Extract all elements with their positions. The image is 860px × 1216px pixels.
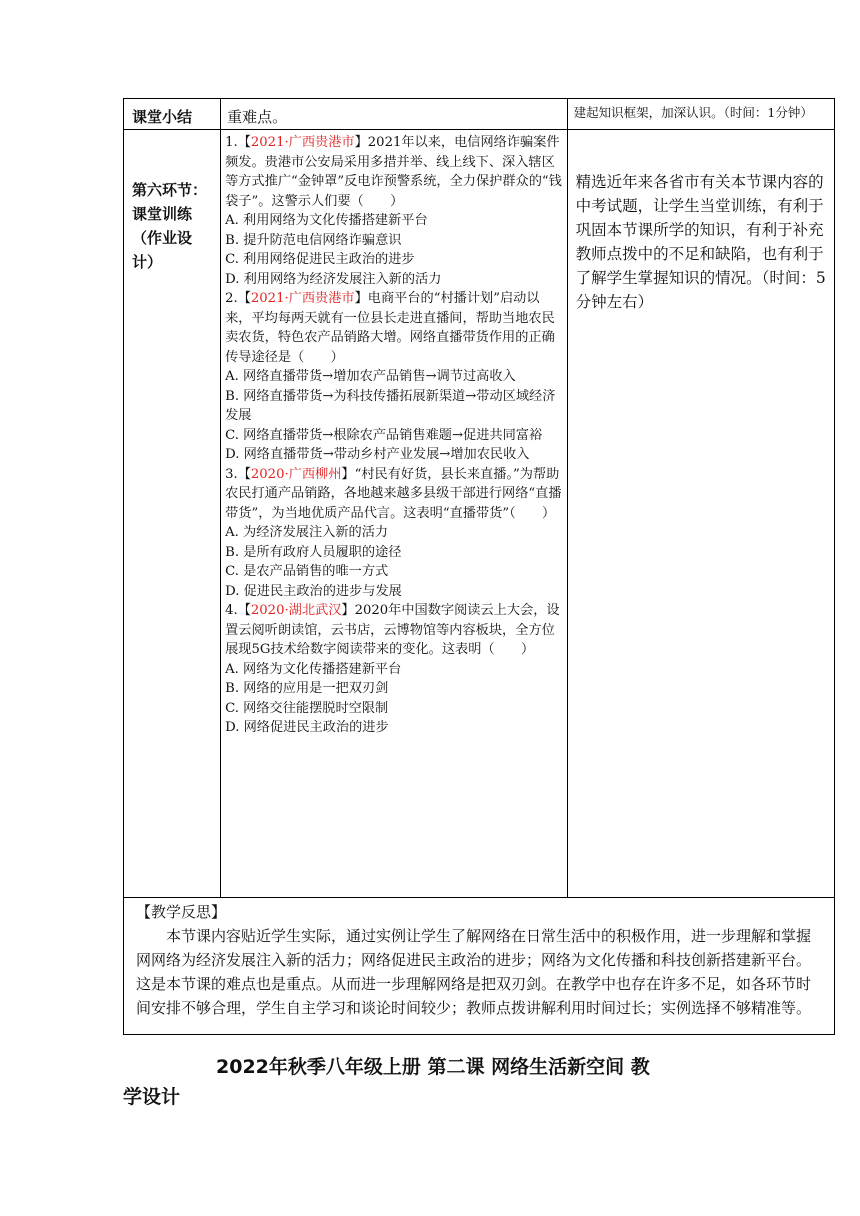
training-right-cell bbox=[567, 130, 834, 898]
question-1-option-d: D. 利用网络为经济发展注入新的活力 bbox=[225, 271, 442, 287]
training-label: 第六环节：课堂训练（作业设计） bbox=[132, 181, 208, 271]
question-1-source-close: 】 bbox=[354, 135, 368, 150]
question-4-option-c: C. 网络交往能摆脱时空限制 bbox=[225, 700, 389, 716]
reflection-cell bbox=[124, 898, 835, 1035]
summary-row bbox=[124, 99, 835, 130]
question-4-option-d: D. 网络促进民主政治的进步 bbox=[225, 720, 389, 735]
question-4-option-b: B. 网络的应用是一把双刃剑 bbox=[225, 681, 389, 696]
question-4-source: 2020·湖北武汉 bbox=[250, 603, 342, 618]
training-questions-cell bbox=[221, 130, 567, 898]
question-2-source-close: 】 bbox=[354, 291, 368, 306]
question-2-stem: 电商平台的“村播计划”启动以来，平均每两天就有一位县长走进直播间，帮助当地农民卖农货，特色农产品销路大增。网络直播带货作用的正确传导途径是（ ） bbox=[225, 291, 555, 365]
question-2-option-b: B. 网络直播带货→为科技传播拓展新渠道→带动区域经济发展 bbox=[225, 388, 556, 423]
question-2-number: 2. bbox=[225, 291, 238, 306]
question-3-source-open: 【 bbox=[237, 466, 251, 482]
question-list bbox=[221, 130, 566, 897]
question-3-stem: “村民有好货，县长来直播。”为帮助农民打通产品销路，各地越来越多县级干部进行网络“直播带货”，为当地优质产品代言。这表明“直播带货”（ ） bbox=[225, 466, 562, 521]
reflection-block bbox=[124, 898, 834, 1034]
question-1 bbox=[225, 133, 562, 289]
question-4-number: 4. bbox=[225, 603, 238, 618]
next-document-title bbox=[123, 1052, 835, 1112]
summary-label-cell bbox=[124, 99, 221, 130]
question-2-option-c: C. 网络直播带货→根除农产品销售难题→促进共同富裕 bbox=[225, 427, 543, 443]
question-3-option-a: A. 为经济发展注入新的活力 bbox=[225, 525, 389, 540]
question-4 bbox=[225, 601, 562, 738]
question-3-source-close: 】 bbox=[341, 466, 355, 482]
question-2-source: 2021·广西贵港市 bbox=[250, 291, 355, 306]
question-2-stem-line bbox=[225, 289, 562, 367]
summary-right-text: 建起知识框架，加深认识。（时间：1分钟） bbox=[573, 105, 813, 120]
question-2-option-d: D. 网络直播带货→带动乡村产业发展→增加农民收入 bbox=[225, 447, 530, 462]
training-row bbox=[124, 130, 835, 898]
lesson-plan-table bbox=[123, 98, 835, 1035]
question-4-stem: 2020年中国数字阅读云上大会，设置云阅听朗读馆，云书店，云博物馆等内容板块，全方位展现5G技术给数字阅读带来的变化。这表明（ ） bbox=[225, 603, 560, 657]
question-3-option-d: D. 促进民主政治的进步与发展 bbox=[225, 583, 402, 599]
question-3-option-b: B. 是所有政府人员履职的途径 bbox=[225, 544, 402, 560]
training-right-text: 精选近年来各省市有关本节课内容的中考试题，让学生当堂训练，有利于巩固本节课所学的知识，有利于补充教师点拨中的不足和缺陷，也有利于了解学生掌握知识的情况。（时间：5分钟左右） bbox=[575, 173, 826, 311]
question-1-stem: 2021年以来，电信网络诈骗案件频发。贵港市公安局采用多措并举、线上线下、深入辖区等方式推广“金钟罩”反电诈预警系统，全力保护群众的“钱袋子”。这警示人们要（ ） bbox=[225, 135, 562, 209]
training-label-cell bbox=[124, 130, 221, 898]
question-3-number: 3. bbox=[225, 466, 238, 482]
reflection-title: 【教学反思】 bbox=[136, 903, 227, 921]
summary-middle-text: 重难点。 bbox=[227, 108, 288, 126]
question-1-option-a: A. 利用网络为文化传播搭建新平台 bbox=[225, 213, 428, 228]
question-1-source: 2021·广西贵港市 bbox=[250, 135, 355, 150]
reflection-row bbox=[124, 898, 835, 1035]
question-3 bbox=[225, 465, 562, 602]
summary-right-cell bbox=[567, 99, 834, 130]
question-4-stem-line bbox=[225, 601, 562, 660]
summary-label: 课堂小结 bbox=[132, 108, 193, 126]
next-document-title-line1: 2022年秋季八年级上册 第二课 网络生活新空间 教 bbox=[216, 1056, 650, 1078]
question-1-source-open: 【 bbox=[237, 135, 251, 150]
question-2-option-a: A. 网络直播带货→增加农产品销售→调节过高收入 bbox=[225, 369, 516, 384]
question-1-option-b: B. 提升防范电信网络诈骗意识 bbox=[225, 232, 402, 248]
next-document-title-line2: 学设计 bbox=[123, 1086, 181, 1108]
summary-middle-cell bbox=[221, 99, 567, 130]
question-1-number: 1. bbox=[225, 135, 238, 150]
question-4-source-close: 】 bbox=[341, 603, 355, 618]
reflection-body: 本节课内容贴近学生实际，通过实例让学生了解网络在日常生活中的积极作用，进一步理解和掌握网网络为经济发展注入新的活力；网络促进民主政治的进步；网络为文化传播和科技创新搭建新平台。这是本节课的难点也是重点。从而进一步理解网络是把双刃剑。在教学中也存在许多不足，如各环节时间安排不够合理，学生自主学习和谈论时间较少；教师点拨讲解利用时间过长；实例选择不够精准等。 bbox=[136, 927, 812, 1017]
question-1-stem-line bbox=[225, 133, 562, 211]
question-2 bbox=[225, 289, 562, 465]
question-3-option-c: C. 是农产品销售的唯一方式 bbox=[225, 564, 389, 579]
question-4-option-a: A. 网络为文化传播搭建新平台 bbox=[225, 661, 402, 677]
question-4-source-open: 【 bbox=[237, 603, 251, 618]
question-3-source: 2020·广西柳州 bbox=[250, 466, 342, 482]
question-3-stem-line bbox=[225, 465, 562, 524]
question-1-option-c: C. 利用网络促进民主政治的进步 bbox=[225, 252, 415, 267]
question-2-source-open: 【 bbox=[237, 291, 251, 306]
